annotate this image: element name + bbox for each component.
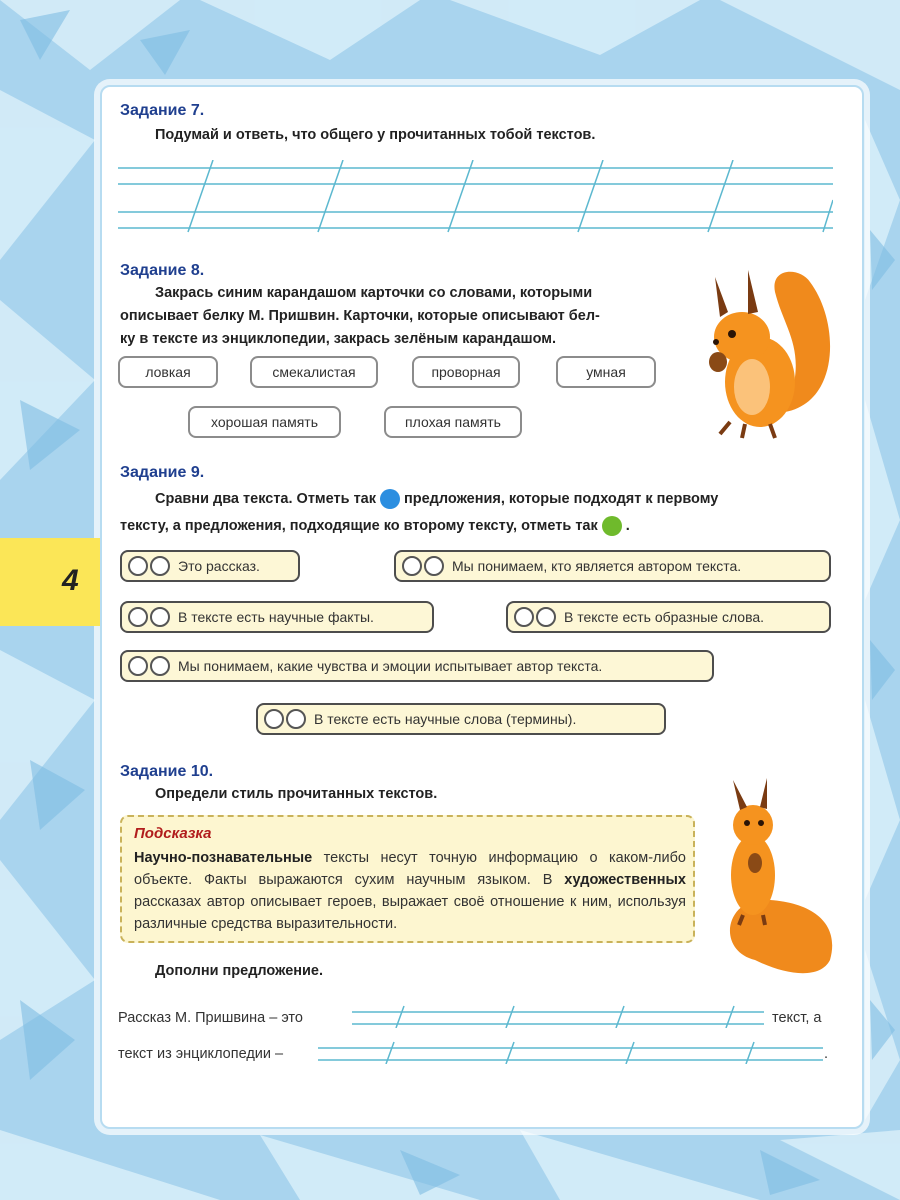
- task7-title: Задание 7.: [120, 102, 205, 119]
- word-card-bad-memory[interactable]: плохая память: [384, 406, 522, 438]
- task10-instruction: Определи стиль прочитанных текстов.: [155, 786, 438, 802]
- option-emotions: [120, 650, 714, 682]
- green-circle-icon: [602, 516, 622, 536]
- hint-title: Подсказка: [134, 825, 212, 842]
- answer-circle-2[interactable]: [150, 607, 170, 627]
- task9-title: Задание 9.: [120, 464, 205, 481]
- answer-circle-2[interactable]: [536, 607, 556, 627]
- task8-instruction-line3: ку в тексте из энциклопедии, закрась зелёным карандашом.: [120, 331, 557, 347]
- answer-circle-1[interactable]: [128, 656, 148, 676]
- hint-text-1: тексты несут точную информацию о каком-либо объекте. Факты выражаются сухим научным языком. В: [134, 850, 686, 888]
- option-text: Мы понимаем, какие чувства и эмоции испытывает автор текста.: [178, 658, 603, 674]
- task9-instruction-line1-a: Сравни два текста. Отметь так: [155, 491, 376, 507]
- option-text: В тексте есть образные слова.: [564, 609, 765, 625]
- hint-bold-scientific: Научно-познавательные: [134, 850, 313, 866]
- answer-line-2[interactable]: [318, 1040, 823, 1064]
- option-text: В тексте есть научные факты.: [178, 609, 374, 625]
- option-terms: [256, 703, 666, 735]
- answer-circle-1[interactable]: [128, 556, 148, 576]
- option-scientific-facts: [120, 601, 434, 633]
- hint-box: [120, 815, 695, 943]
- answer-circle-1[interactable]: [402, 556, 422, 576]
- word-card-good-memory[interactable]: хорошая память: [188, 406, 341, 438]
- sentence-part-3: текст из энциклопедии –: [118, 1046, 284, 1062]
- answer-circle-1[interactable]: [264, 709, 284, 729]
- answer-circle-2[interactable]: [424, 556, 444, 576]
- task8-title: Задание 8.: [120, 262, 205, 279]
- task7-instruction: Подумай и ответь, что общего у прочитанных тобой текстов.: [155, 127, 596, 143]
- hint-body: [134, 847, 686, 935]
- task9-instruction-line2-b: .: [625, 518, 630, 534]
- option-story: [120, 550, 300, 582]
- answer-circle-2[interactable]: [150, 556, 170, 576]
- word-card-smart[interactable]: умная: [556, 356, 656, 388]
- task9-instruction-line1: [155, 488, 718, 511]
- page-number-tab: [0, 538, 100, 626]
- answer-circle-1[interactable]: [514, 607, 534, 627]
- task8-instruction-line2: описывает белку М. Пришвин. Карточки, которые описывают бел-: [120, 308, 600, 324]
- option-author: [394, 550, 831, 582]
- sentence-part-2: текст, а: [772, 1010, 822, 1026]
- word-card-agile[interactable]: ловкая: [118, 356, 218, 388]
- option-text: Мы понимаем, кто является автором текста.: [452, 558, 742, 574]
- hint-bold-artistic: художественных: [564, 872, 686, 888]
- task9-instruction-line2: [120, 515, 630, 538]
- squirrel-illustration: [690, 262, 840, 442]
- squirrel-sitting-illustration: [715, 775, 840, 980]
- answer-circle-1[interactable]: [128, 607, 148, 627]
- sentence-part-1: Рассказ М. Пришвина – это: [118, 1010, 303, 1026]
- task9-instruction-line2-a: тексту, а предложения, подходящие ко второму тексту, отметь так: [120, 518, 598, 534]
- word-card-clever[interactable]: смекалистая: [250, 356, 378, 388]
- complete-sentence-label: Дополни предложение.: [155, 963, 324, 979]
- option-text: В тексте есть научные слова (термины).: [314, 711, 577, 727]
- word-card-nimble[interactable]: проворная: [412, 356, 520, 388]
- answer-circle-2[interactable]: [286, 709, 306, 729]
- sentence-end: .: [824, 1046, 829, 1062]
- hint-text-2: рассказах автор описывает героев, выражает своё отношение к ним, используя различные средства выразительности.: [134, 894, 686, 932]
- task8-instruction-line1: Закрась синим карандашом карточки со словами, которыми: [155, 285, 593, 301]
- task10-title: Задание 10.: [120, 763, 214, 780]
- answer-line-1[interactable]: [352, 1004, 764, 1028]
- answer-circle-2[interactable]: [150, 656, 170, 676]
- option-text: Это рассказ.: [178, 558, 260, 574]
- blue-circle-icon: [380, 489, 400, 509]
- page-number: 4: [62, 564, 79, 597]
- task9-instruction-line1-b: предложения, которые подходят к первому: [404, 491, 719, 507]
- option-figurative-words: [506, 601, 831, 633]
- task7-answer-lines[interactable]: [118, 160, 833, 235]
